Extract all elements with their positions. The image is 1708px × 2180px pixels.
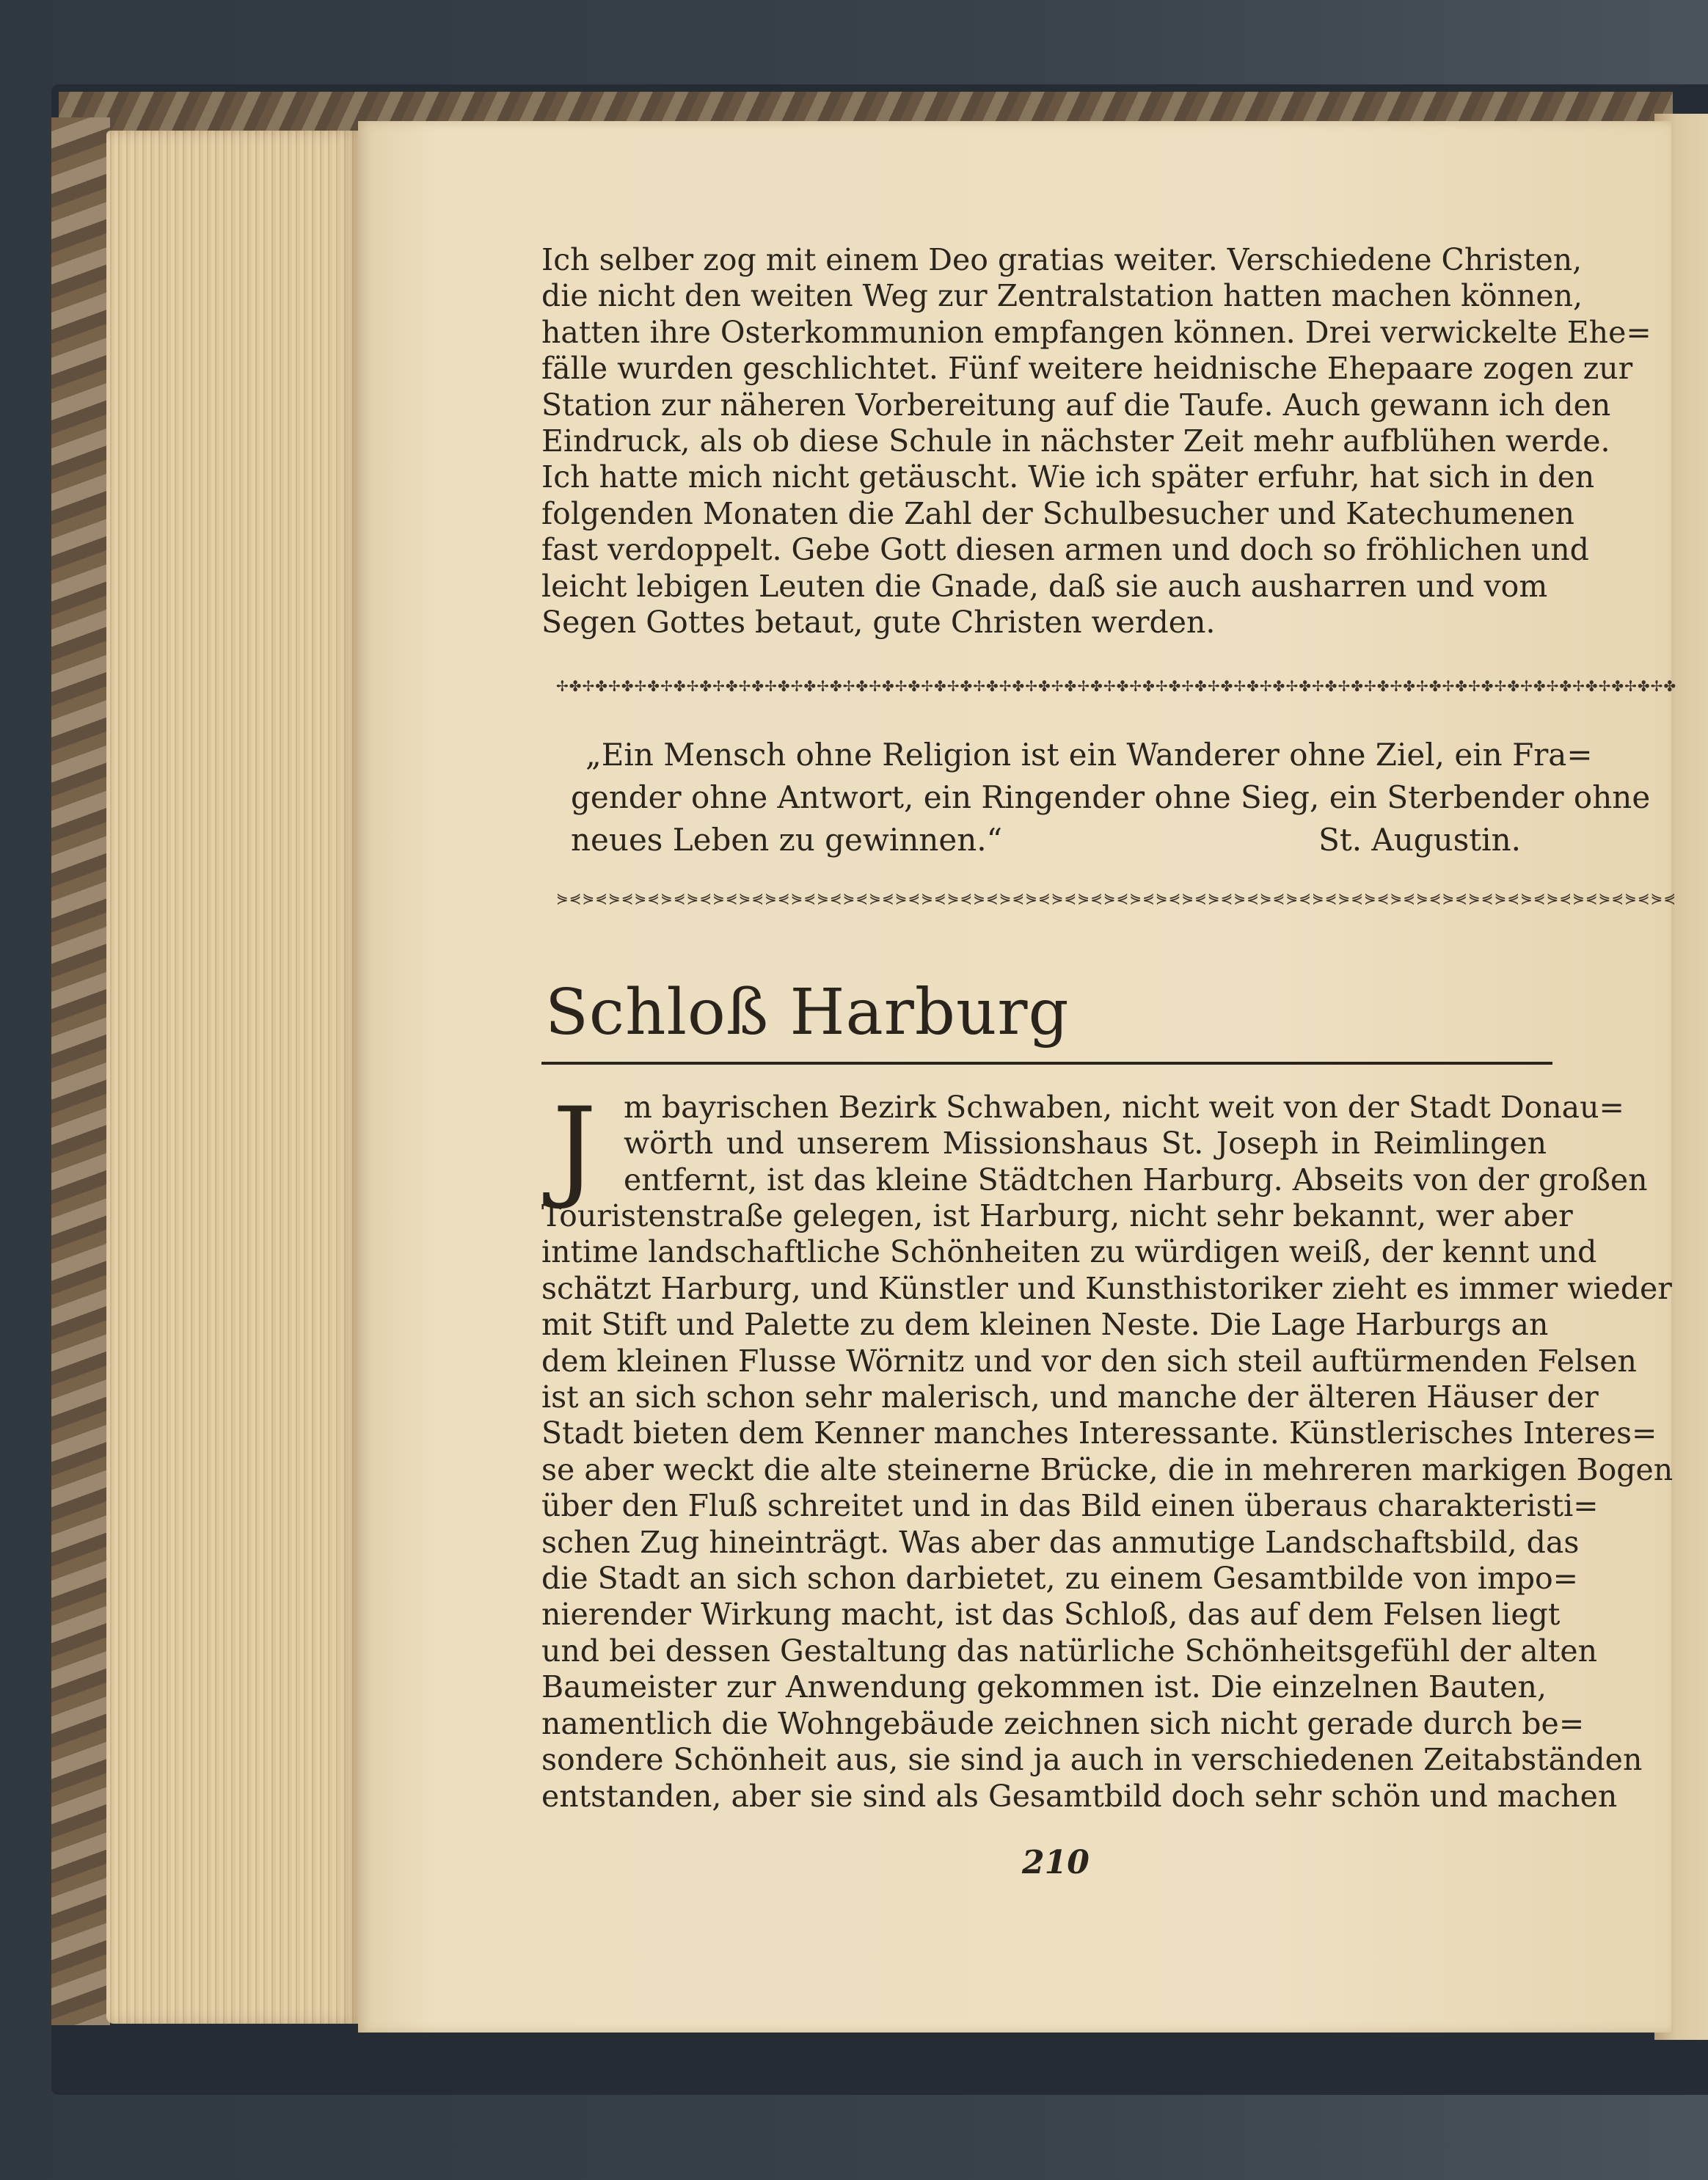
text-line: schätzt Harburg, und Künstler und Kunsthistoriker zieht es immer wieder — [541, 1270, 1672, 1306]
section-body-text — [541, 1198, 1674, 1815]
text-line: fast verdoppelt. Gebe Gott diesen armen und doch so fröhlichen und — [541, 532, 1589, 568]
quote-line: gender ohne Antwort, ein Ringender ohne Sieg, ein Sterbender ohne — [571, 779, 1651, 815]
text-line: Segen Gottes betaut, gute Christen werden. — [541, 605, 1216, 641]
text-line: entfernt, ist das kleine Städtchen Harburg. Abseits von der großen — [624, 1162, 1648, 1197]
text-line: hatten ihre Osterkommunion empfangen können. Drei verwickelte Ehe= — [541, 314, 1652, 350]
text-line: die nicht den weiten Weg zur Zentralstation hatten machen können, — [541, 278, 1583, 314]
ornamental-divider-top: ✢✤✢✤✢✤✢✤✢✤✢✤✢✤✢✤✢✤✢✤✢✤✢✤✢✤✢✤✢✤✢✤✢✤✢✤✢✤✢✤✢✤✢✤✢✤✢✤✢✤✢✤✢✤✢✤✢✤✢✤✢✤✢✤✢✤✢✤✢✤✢✤✢✤✢✤✢✤✢✤✢✤✢✤✢✤ — [556, 677, 1677, 695]
text-line: ist an sich schon sehr malerisch, und manche der älteren Häuser der — [541, 1379, 1599, 1415]
text-line: Station zur näheren Vorbereitung auf die Taufe. Auch gewann ich den — [541, 387, 1611, 423]
text-line: die Stadt an sich schon darbietet, zu einem Gesamtbilde von impo= — [541, 1561, 1578, 1597]
text-line: schen Zug hineinträgt. Was aber das anmutige Landschaftsbild, das — [541, 1524, 1580, 1560]
text-line: entstanden, aber sie sind als Gesamtbild doch sehr schön und machen — [541, 1778, 1618, 1814]
section-indented-lines — [624, 1090, 1648, 1198]
section-body — [541, 1198, 1674, 1815]
section-title: Schloß Harburg — [545, 976, 1070, 1049]
text-line: nierender Wirkung macht, ist das Schloß, das auf dem Felsen liegt — [541, 1597, 1561, 1633]
page-number: 210 — [1022, 1844, 1090, 1881]
quote-attribution: St. Augustin. — [1318, 822, 1521, 858]
text-line: dem kleinen Flusse Wörnitz und vor den sich steil auftürmenden Felsen — [541, 1343, 1637, 1379]
page-edges — [106, 131, 360, 2024]
text-line: namentlich die Wohngebäude zeichnen sich nicht gerade durch be= — [541, 1705, 1585, 1741]
text-line: über den Fluß schreitet und in das Bild einen überaus charakteristi= — [541, 1488, 1599, 1524]
quote-line: „Ein Mensch ohne Religion ist ein Wanderer ohne Ziel, ein Fra= — [585, 737, 1593, 773]
text-line: Eindruck, als ob diese Schule in nächster Zeit mehr aufblühen werde. — [541, 423, 1610, 459]
drop-cap: J — [552, 1084, 597, 1212]
text-line: sondere Schönheit aus, sie sind ja auch in verschiedenen Zeitabständen — [541, 1742, 1643, 1778]
text-line: se aber weckt die alte steinerne Brücke, die in mehreren markigen Bogen — [541, 1451, 1674, 1487]
text-line: Ich selber zog mit einem Deo gratias weiter. Verschiedene Christen, — [541, 242, 1583, 277]
text-line: Touristenstraße gelegen, ist Harburg, nicht sehr bekannt, wer aber — [541, 1198, 1573, 1233]
text-line: und bei dessen Gestaltung das natürliche Schönheitsgefühl der alten — [541, 1633, 1598, 1669]
text-line: wörth und unserem Missionshaus St. Joseph in Reimlingen — [624, 1126, 1547, 1162]
title-underline — [541, 1062, 1552, 1065]
text-line: Ich hatte mich nicht getäuscht. Wie ich später erfuhr, hat sich in den — [541, 459, 1595, 495]
text-line: Stadt bieten dem Kenner manches Interessante. Künstlerisches Interes= — [541, 1415, 1657, 1451]
quote-line: neues Leben zu gewinnen.“ — [571, 822, 1003, 858]
book-page — [358, 121, 1677, 2033]
top-paragraph-text — [541, 242, 1652, 641]
text-line: fälle wurden geschlichtet. Fünf weitere heidnische Ehepaare zogen zur — [541, 351, 1633, 387]
section-indented-text — [624, 1090, 1648, 1198]
text-line: m bayrischen Bezirk Schwaben, nicht weit von der Stadt Donau= — [624, 1090, 1624, 1125]
ornamental-divider-bottom: ⋟⋞⋟⋞⋟⋞⋟⋞⋟⋞⋟⋞⋟⋞⋟⋞⋟⋞⋟⋞⋟⋞⋟⋞⋟⋞⋟⋞⋟⋞⋟⋞⋟⋞⋟⋞⋟⋞⋟⋞⋟⋞⋟⋞⋟⋞⋟⋞⋟⋞⋟⋞⋟⋞⋟⋞⋟⋞⋟⋞⋟⋞⋟⋞⋟⋞⋟⋞⋟⋞⋟⋞⋟⋞⋟⋞⋟⋞⋟⋞⋟⋞⋟⋞⋟⋞ — [556, 889, 1677, 907]
marbled-endpaper-left — [51, 117, 110, 2025]
text-line: intime landschaftliche Schönheiten zu würdigen weiß, der kennt und — [541, 1234, 1597, 1270]
text-line: mit Stift und Palette zu dem kleinen Neste. Die Lage Harburgs an — [541, 1307, 1549, 1343]
quote-block — [571, 734, 1651, 861]
text-line: Baumeister zur Anwendung gekommen ist. Die einzelnen Bauten, — [541, 1669, 1547, 1705]
top-paragraph — [541, 242, 1652, 641]
text-line: folgenden Monaten die Zahl der Schulbesucher und Katechumenen — [541, 495, 1574, 531]
text-line: leicht lebigen Leuten die Gnade, daß sie auch ausharren und vom — [541, 568, 1548, 604]
